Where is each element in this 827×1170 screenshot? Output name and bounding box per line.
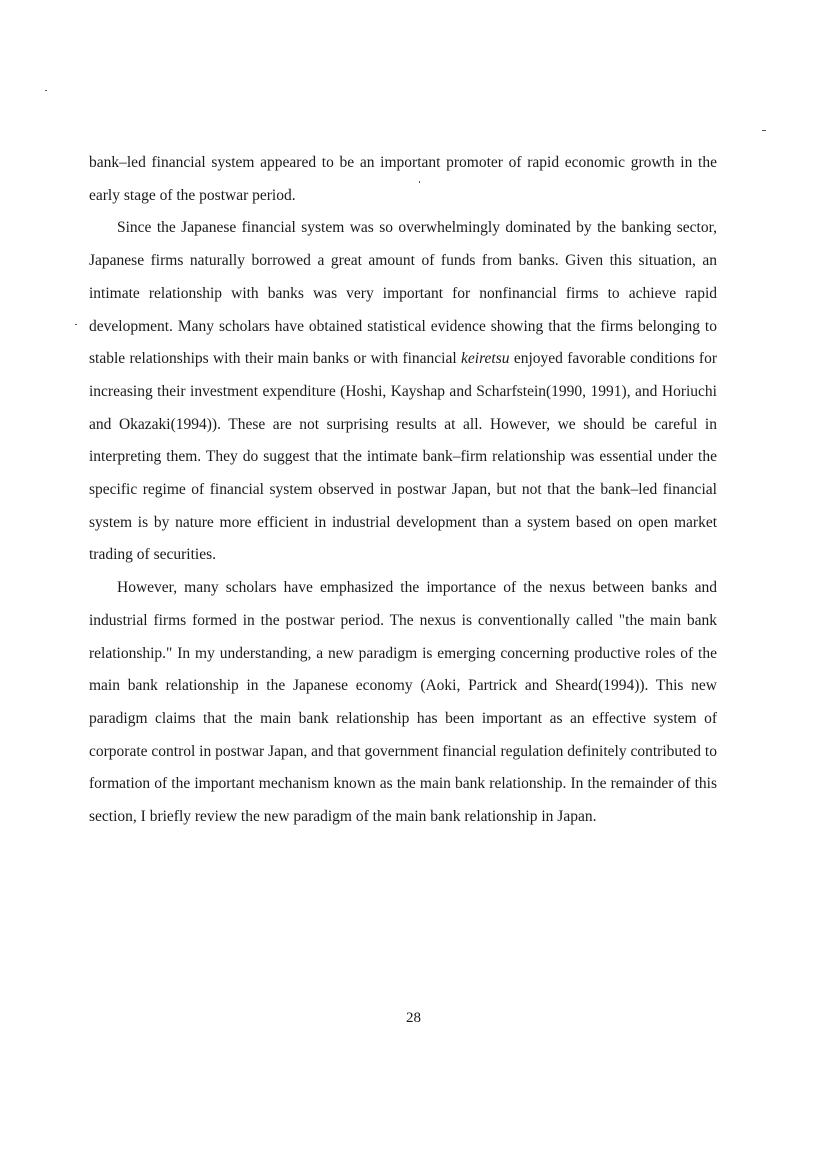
paragraph bbox=[89, 572, 717, 834]
page-number: 28 bbox=[406, 1010, 421, 1026]
scan-speck bbox=[45, 90, 47, 91]
paragraph-text: bank–led financial system appeared to be an important promoter of rapid economic growth in the early stage of the postwar period. bbox=[89, 154, 717, 204]
paragraph bbox=[89, 147, 717, 212]
paragraph bbox=[89, 212, 717, 572]
paragraph-text: enjoyed favorable conditions for increasing their investment expenditure (Hoshi, Kayshap and Scharfstein(1990, 1991), and Horiuchi and Okazaki(1994)). These are not surprising results at all. However, we should be careful in interpreting them. They do suggest that the intimate bank–firm relationship was essential under the specific regime of financial system observed in postwar Japan, but not that the bank–led financial system is by nature more efficient in industrial development than a system based on open market trading of securities. bbox=[89, 350, 717, 564]
scan-speck bbox=[762, 130, 766, 131]
paragraph-text: However, many scholars have emphasized the importance of the nexus between banks and industrial firms formed in the postwar period. The nexus is conventionally called "the main bank relationship." In my understanding, a new paradigm is emerging concerning productive roles of the main bank relationship in the Japanese economy (Aoki, Partrick and Sheard(1994)). This new paradigm claims that the main bank relationship has been important as an effective system of corporate control in postwar Japan, and that government financial regulation definitely contributed to formation of the important mechanism known as the main bank relationship. In the remainder of this section, I briefly review the new paradigm of the main bank relationship in Japan. bbox=[89, 579, 717, 826]
body-text bbox=[89, 147, 717, 834]
scan-speck bbox=[75, 324, 77, 325]
italic-term: keiretsu bbox=[461, 350, 510, 368]
paragraph-text: Since the Japanese financial system was so overwhelmingly dominated by the banking sector, Japanese firms naturally borrowed a great amount of funds from banks. Given this situation, an intimate relationship with banks was very important for nonfinancial firms to achieve rapid development. Many scholars have obtained statistical evidence showing that the firms belonging to stable relationships with their main banks or with financial bbox=[89, 219, 717, 368]
